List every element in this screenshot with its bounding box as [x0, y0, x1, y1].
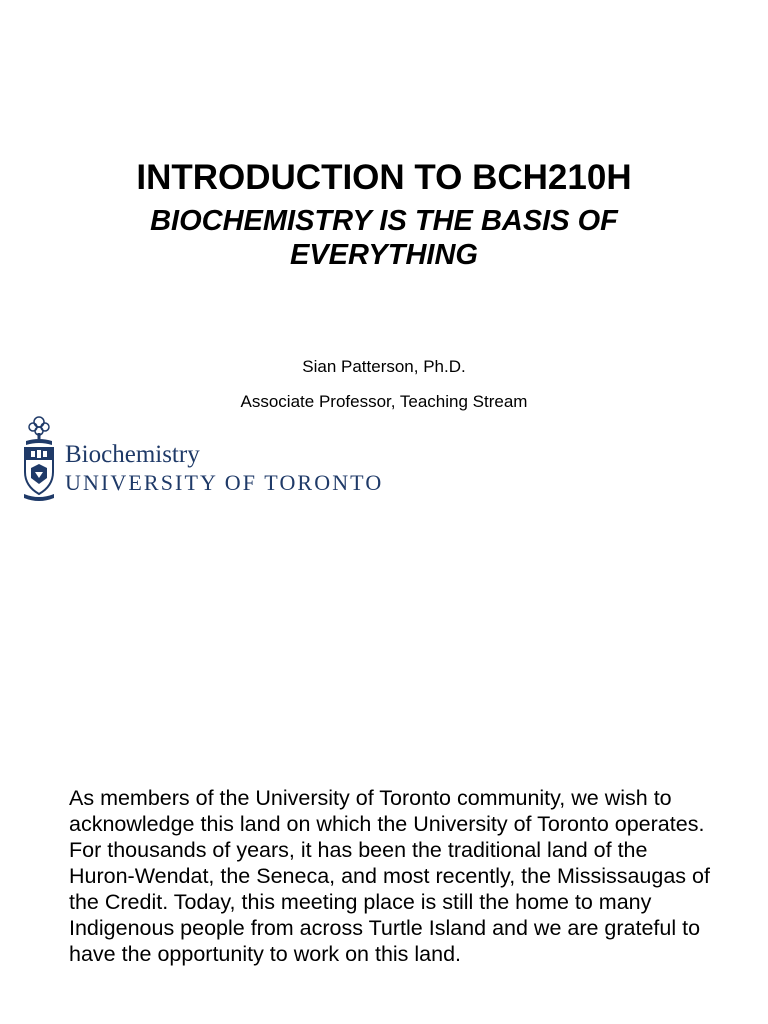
author-position: Associate Professor, Teaching Stream	[240, 392, 528, 411]
author-name: Sian Patterson, Ph.D.	[302, 357, 466, 376]
land-acknowledgement: As members of the University of Toronto community, we wish to acknowledge this land on which the University of Toronto operates. For thousands of years, it has been the traditional land of the Huron-Wendat, the Seneca, and most recently, the Mississaugas of the Credit. Today, this meeting place is still the home to many Indigenous people from across Turtle Island and we are grateful to have the opportunity to work on this land.	[69, 786, 710, 966]
logo-department-name: Biochemistry	[65, 441, 200, 468]
logo-university-name: UNIVERSITY OF TORONTO	[65, 470, 384, 495]
slide-title: INTRODUCTION TO BCH210H	[136, 158, 632, 197]
department-logo	[22, 414, 402, 504]
slide-subtitle: BIOCHEMISTRY IS THE BASIS OF EVERYTHING	[150, 205, 618, 271]
university-crest-icon	[22, 414, 56, 502]
